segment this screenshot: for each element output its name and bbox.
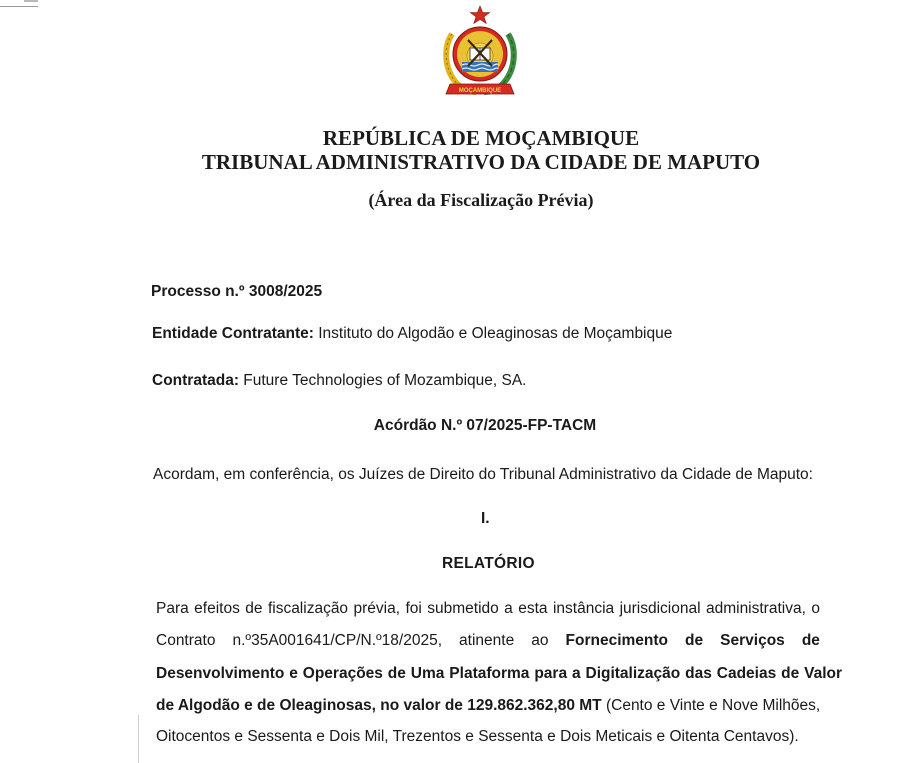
mozambique-emblem [432, 4, 528, 102]
scan-margin-line [138, 715, 139, 763]
word: instância [552, 600, 615, 617]
paragraph-line-5: Oitocentos e Sessenta e Dois Mil, Trezentos e Sessenta e Dois Meticais e Oitenta Centavos). [156, 728, 799, 745]
process-number: Processo n.º 3008/2025 [151, 283, 323, 300]
area-subtitle: (Área da Fiscalização Prévia) [368, 190, 594, 210]
emblem-ribbon-text: MOÇAMBIQUE [458, 88, 502, 94]
section-number: I. [481, 510, 490, 527]
word: foi [405, 600, 422, 617]
paragraph-line-1 [156, 600, 820, 618]
word-bold: de [685, 632, 704, 649]
word: esta [518, 600, 548, 617]
contracting-entity [152, 325, 672, 343]
word: Para [156, 600, 189, 617]
contract-value-words: (Cento e Vinte e Nove Milhões, [601, 697, 821, 714]
country-title: REPÚBLICA DE MOÇAMBIQUE [322, 126, 640, 150]
paragraph-line-3: Desenvolvimento e Operações de Uma Plataforma para a Digitalização das Cadeias de Valor [156, 665, 843, 682]
preamble: Acordam, em conferência, os Juízes de Direito do Tribunal Administrativo da Cidade de Maputo: [153, 466, 813, 483]
section-title: RELATÓRIO [442, 555, 535, 572]
scan-artifact [0, 6, 38, 7]
contracted-party-label: Contratada: [152, 372, 239, 389]
word: de [245, 600, 263, 617]
contracted-party-value: Future Technologies of Mozambique, SA. [238, 372, 527, 389]
word: o [811, 600, 820, 617]
word: prévia, [353, 600, 401, 617]
scan-artifact [24, 0, 38, 2]
court-title: TRIBUNAL ADMINISTRATIVO DA CIDADE DE MAPUTO [201, 150, 761, 174]
contracting-entity-label: Entidade Contratante: [152, 325, 314, 342]
paragraph-line-4 [156, 697, 820, 715]
word: atinente [459, 632, 515, 649]
word: fiscalização [267, 600, 349, 617]
contract-value-bold: de Algodão e de Oleaginosas, no valor de 129.862.362,80 MT [156, 697, 602, 714]
word-bold: Fornecimento [565, 632, 669, 649]
word: administrativa, [705, 600, 806, 617]
word: Contrato [156, 632, 216, 649]
word: efeitos [194, 600, 240, 617]
judgment-title: Acórdão N.º 07/2025-FP-TACM [373, 417, 597, 434]
word-bold: de [801, 632, 820, 649]
paragraph-line-2 [156, 632, 820, 650]
contracted-party [152, 372, 526, 390]
contracting-entity-value: Instituto do Algodão e Oleaginosas de Moçambique [313, 325, 673, 342]
word: ao [531, 632, 549, 649]
word: a [504, 600, 513, 617]
word: n.º35A001641/CP/N.º18/2025, [232, 632, 443, 649]
word-bold: Serviços [720, 632, 785, 649]
word: jurisdicional [619, 600, 701, 617]
word: submetido [427, 600, 499, 617]
